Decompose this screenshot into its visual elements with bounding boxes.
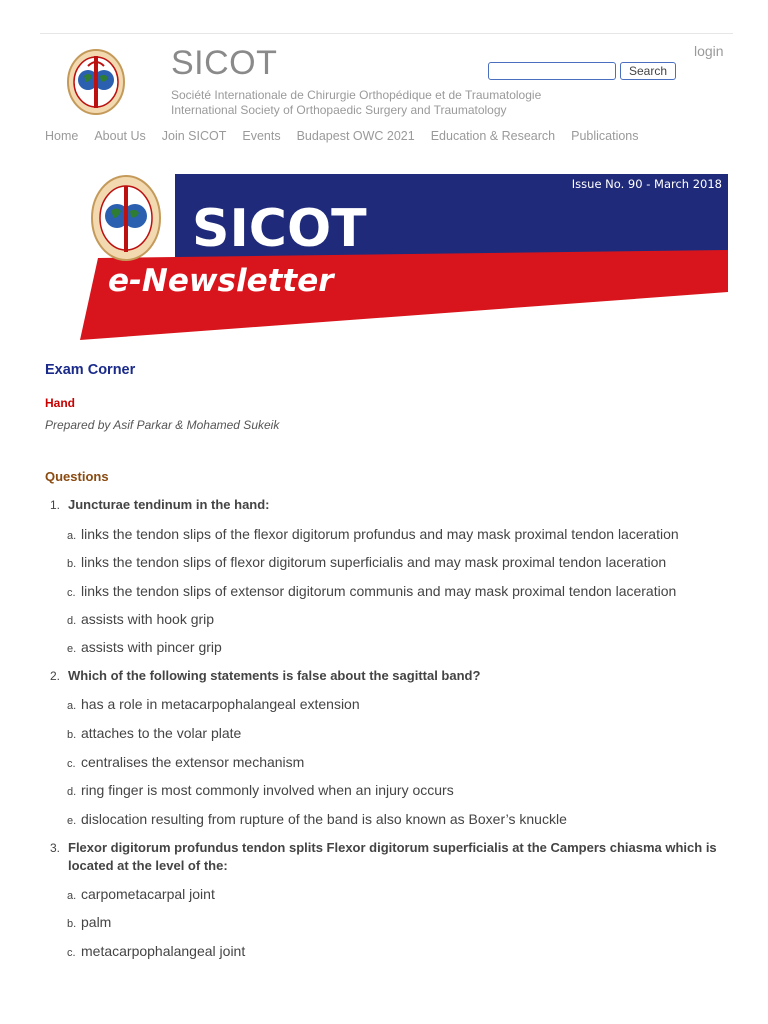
site-title: SICOT [171,44,278,82]
option-letter: c. [67,758,76,770]
section-title: Exam Corner [45,362,136,378]
nav-item-home[interactable]: Home [45,129,79,143]
questions-heading: Questions [45,469,109,484]
option-letter: b. [67,729,77,741]
answer-option [67,639,222,655]
question-1 [50,496,730,514]
option-text: assists with hook grip [81,611,215,627]
nav-item-join-sicot[interactable]: Join SICOT [161,129,227,143]
option-text: attaches to the volar plate [81,725,242,741]
option-letter: b. [67,918,77,930]
option-text: dislocation resulting from rupture of the band is also known as Boxer’s knuckle [81,811,567,827]
main-nav [45,129,639,143]
option-text: palm [81,914,112,930]
banner-logo-icon [92,176,160,260]
answer-option [67,611,214,627]
answer-option [67,554,666,570]
option-text: assists with pincer grip [81,639,222,655]
author-byline: Prepared by Asif Parkar & Mohamed Sukeik [45,418,280,432]
site-subtitle-english: International Society of Orthopaedic Surgery and Traumatology [171,103,507,117]
option-letter: c. [67,947,76,959]
option-letter: a. [67,890,77,902]
answer-option [67,526,679,542]
option-letter: c. [67,587,76,599]
top-divider [40,33,733,34]
question-text: Flexor digitorum profundus tendon splits Flexor digitorum superficialis at the Campers chiasma which is located at the level of the: [68,840,717,873]
site-subtitle-french: Société Internationale de Chirurgie Orthopédique et de Traumatologie [171,88,542,102]
option-text: ring finger is most commonly involved when an injury occurs [81,782,454,798]
question-number: 1. [50,498,61,512]
question-text: Which of the following statements is false about the sagittal band? [68,668,481,683]
question-number: 3. [50,841,61,855]
banner-issue: Issue No. 90 - March 2018 [571,177,722,191]
option-text: links the tendon slips of the flexor digitorum profundus and may mask proximal tendon laceration [81,526,679,542]
option-text: has a role in metacarpophalangeal extension [81,696,360,712]
option-text: centralises the extensor mechanism [81,754,305,770]
login-link[interactable]: login [694,43,724,59]
question-2 [50,667,730,685]
option-text: metacarpophalangeal joint [81,943,246,959]
option-letter: d. [67,615,77,627]
option-text: links the tendon slips of extensor digitorum communis and may mask proximal tendon laceration [81,583,677,599]
answer-option [67,886,215,902]
answer-option [67,725,241,741]
sicot-logo-icon[interactable] [64,46,128,118]
answer-option [67,914,111,930]
nav-item-education-research[interactable]: Education & Research [430,129,556,143]
answer-option [67,811,567,827]
option-letter: a. [67,530,77,542]
nav-item-publications[interactable]: Publications [571,129,639,143]
nav-item-about-us[interactable]: About Us [94,129,146,143]
answer-option [67,943,245,959]
search-input[interactable] [488,62,616,80]
question-text: Juncturae tendinum in the hand: [68,497,270,512]
question-3 [50,839,730,875]
newsletter-banner [80,170,728,342]
topic-label: Hand [45,396,75,410]
answer-option [67,754,304,770]
option-letter: e. [67,643,77,655]
answer-option [67,583,676,599]
nav-item-budapest-owc-2021[interactable]: Budapest OWC 2021 [296,129,415,143]
banner-subtitle: e-Newsletter [108,263,334,299]
option-letter: a. [67,700,77,712]
option-letter: d. [67,786,77,798]
option-text: carpometacarpal joint [81,886,215,902]
search-button[interactable]: Search [620,62,676,80]
banner-title: SICOT [192,199,367,259]
question-number: 2. [50,669,61,683]
option-letter: b. [67,558,77,570]
answer-option [67,782,454,798]
nav-item-events[interactable]: Events [242,129,281,143]
option-text: links the tendon slips of flexor digitorum superficialis and may mask proximal tendon laceration [81,554,667,570]
answer-option [67,696,360,712]
option-letter: e. [67,815,77,827]
